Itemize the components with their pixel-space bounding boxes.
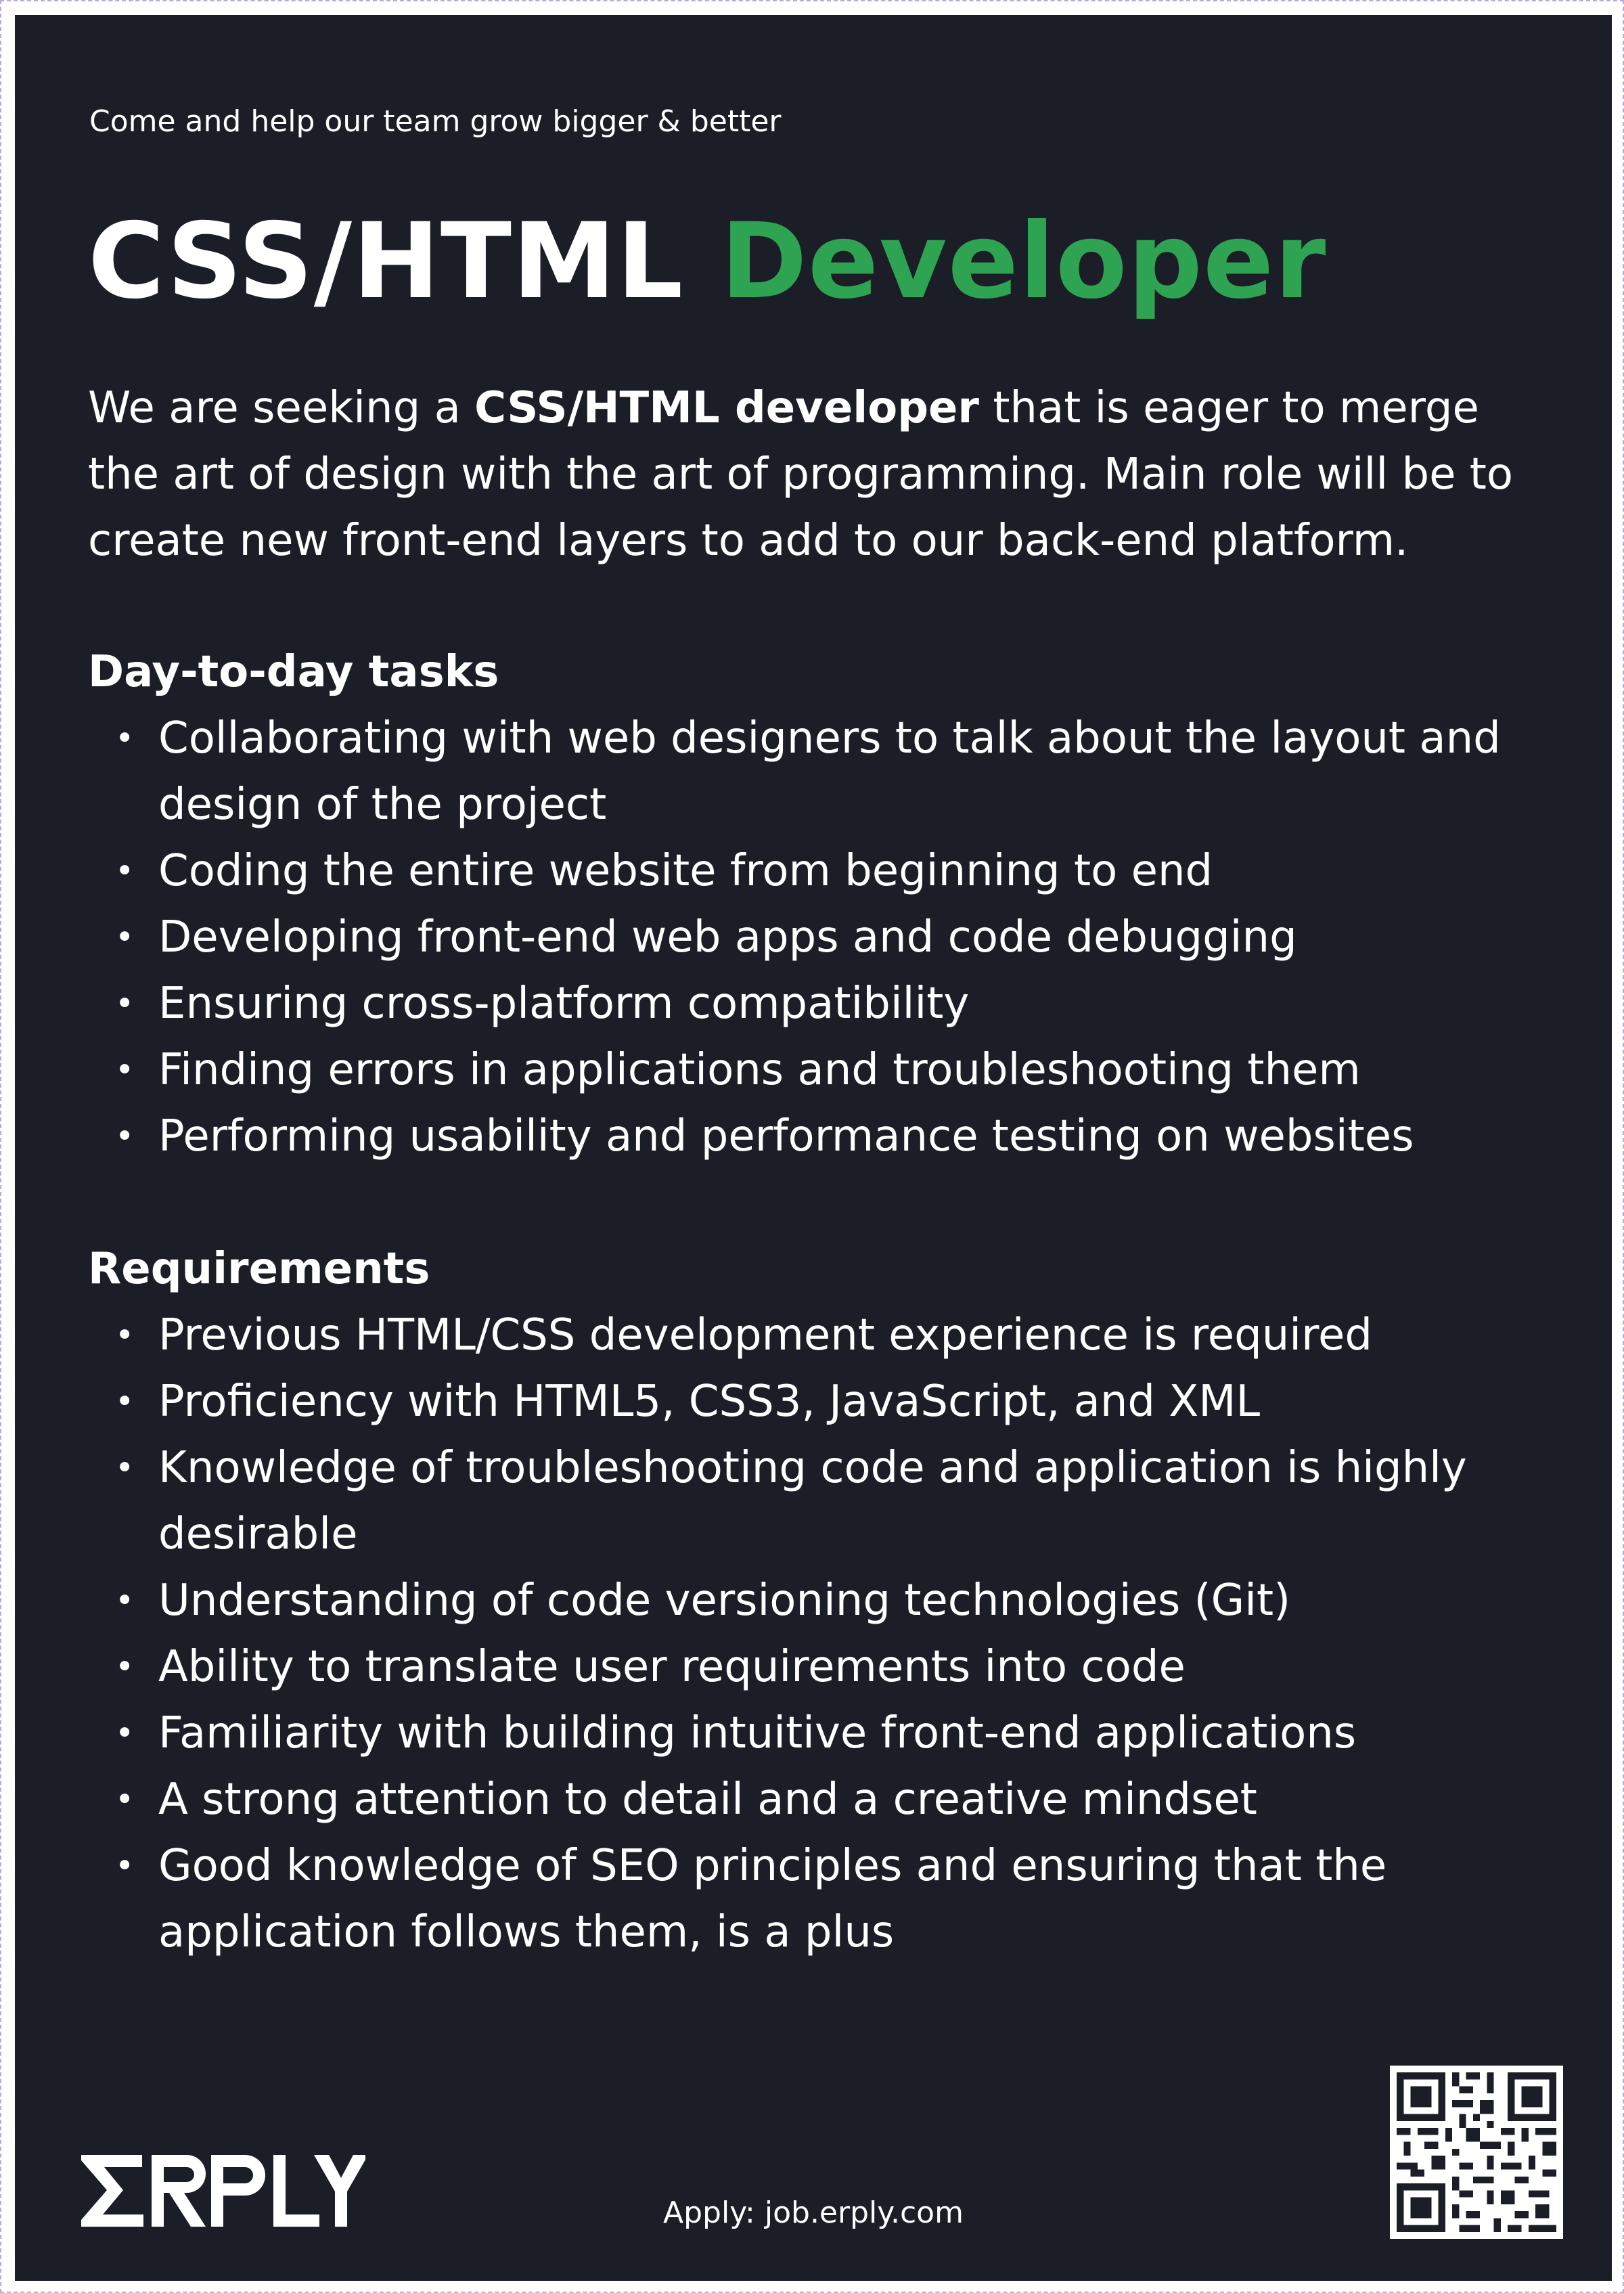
bullet-icon: • xyxy=(115,1847,135,1885)
requirements-heading: Requirements xyxy=(88,1244,430,1294)
qr-code-icon xyxy=(1390,2066,1563,2239)
title-accent: Developer xyxy=(720,201,1327,322)
list-item: • Good knowledge of SEO principles and ensuring that the application follows them, is a plus xyxy=(88,1833,1550,1965)
intro-prefix: We are seeking a xyxy=(88,383,461,433)
list-item: • Performing usability and performance testing on websites xyxy=(88,1103,1550,1170)
bullet-icon: • xyxy=(115,1383,135,1421)
list-item: • Collaborating with web designers to talk about the layout and design of the project xyxy=(88,705,1550,838)
bullet-icon: • xyxy=(115,852,135,890)
list-item: • Developing front-end web apps and code debugging xyxy=(88,904,1550,971)
bullet-icon: • xyxy=(115,719,135,757)
bullet-icon: • xyxy=(115,1316,135,1354)
title-main: CSS/HTML xyxy=(88,201,684,322)
bullet-icon: • xyxy=(115,1449,135,1487)
job-poster xyxy=(15,15,1612,2281)
bullet-icon: • xyxy=(115,1051,135,1089)
intro-suffix: that is eager to merge the art of design with the art of programming. Main role will be to create new front-end layers to add to our back-end platform. xyxy=(88,383,1514,566)
list-item: • Understanding of code versioning technologies (Git) xyxy=(88,1567,1550,1634)
list-item: • A strong attention to detail and a creative mindset xyxy=(88,1766,1550,1833)
tasks-heading: Day-to-day tasks xyxy=(88,647,499,697)
bullet-icon: • xyxy=(115,1781,135,1819)
list-item: • Ability to translate user requirements into code xyxy=(88,1634,1550,1700)
bullet-icon: • xyxy=(115,1714,135,1752)
intro-paragraph xyxy=(88,375,1563,574)
bullet-icon: • xyxy=(115,1117,135,1155)
requirements-list xyxy=(88,1302,1550,1965)
apply-link[interactable]: Apply: job.erply.com xyxy=(663,2196,964,2230)
list-item: • Finding errors in applications and troubleshooting them xyxy=(88,1037,1550,1103)
list-item: • Familiarity with building intuitive front-end applications xyxy=(88,1700,1550,1766)
list-item: • Coding the entire website from beginning to end xyxy=(88,838,1550,904)
intro-bold: CSS/HTML developer xyxy=(474,383,979,433)
list-item: • Ensuring cross-platform compatibility xyxy=(88,971,1550,1037)
page-title xyxy=(88,198,1326,326)
bullet-icon: • xyxy=(115,985,135,1023)
tasks-list xyxy=(88,705,1550,1170)
bullet-icon: • xyxy=(115,1648,135,1686)
tagline: Come and help our team grow bigger & better xyxy=(89,104,782,139)
list-item: • Knowledge of troubleshooting code and application is highly desirable xyxy=(88,1435,1550,1567)
bullet-icon: • xyxy=(115,1582,135,1620)
list-item: • Proficiency with HTML5, CSS3, JavaScript, and XML xyxy=(88,1368,1550,1435)
bullet-icon: • xyxy=(115,918,135,956)
list-item: • Previous HTML/CSS development experience is required xyxy=(88,1302,1550,1368)
